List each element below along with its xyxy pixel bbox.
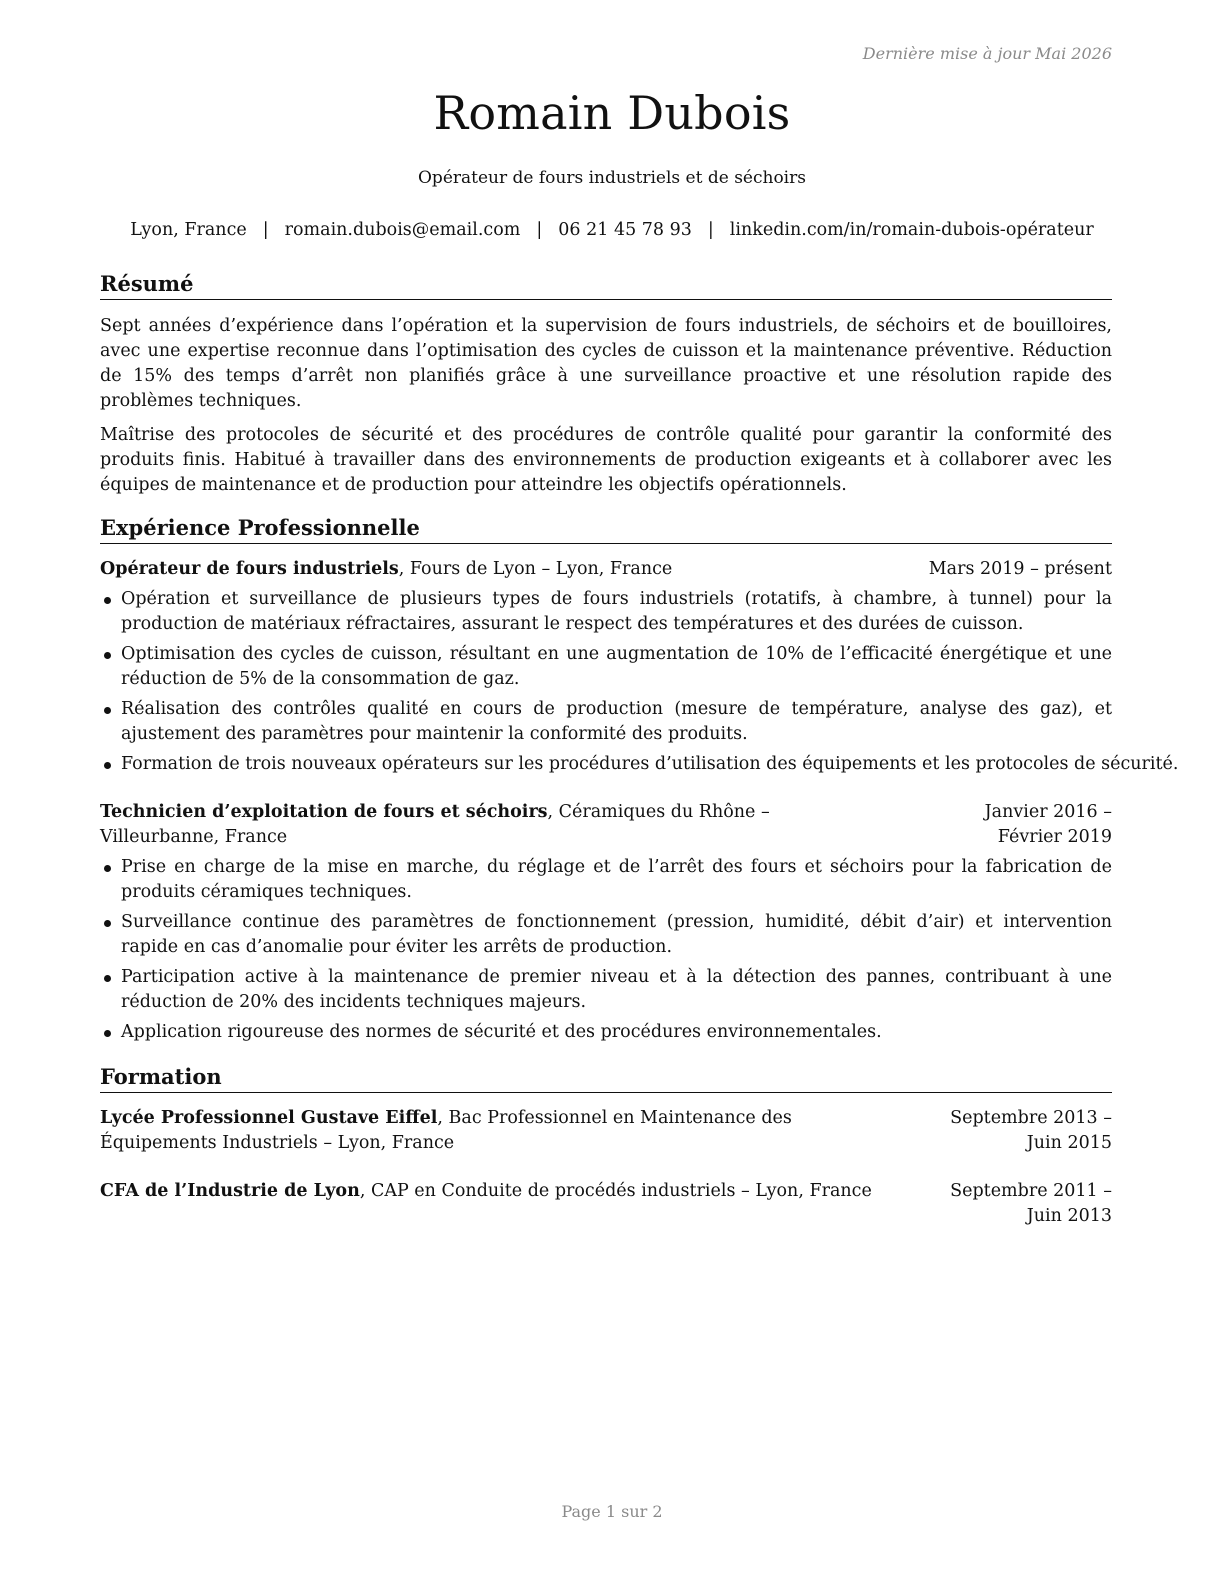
- job-title-line: [100, 557, 929, 582]
- experience-section: [100, 514, 1179, 1045]
- contact-separator: |: [707, 220, 714, 240]
- education-header: [100, 1179, 1112, 1229]
- contact-phone: 06 21 45 78 93: [558, 220, 692, 240]
- education-entry: [100, 1179, 1112, 1229]
- candidate-name: Romain Dubois: [433, 86, 791, 140]
- education-dates: Septembre 2013 – Juin 2015: [950, 1108, 1112, 1153]
- education-dates: Septembre 2011 – Juin 2013: [950, 1181, 1112, 1226]
- education-school: Lycée Professionnel Gustave Eiffel: [100, 1108, 438, 1128]
- contact-linkedin[interactable]: linkedin.com/in/romain-dubois-opérateur: [729, 220, 1094, 240]
- job-dates: Janvier 2016 – Février 2019: [984, 802, 1112, 847]
- job-bullet-list: [100, 587, 1179, 777]
- section-heading-summary: Résumé: [100, 270, 1112, 300]
- section-heading-experience: Expérience Professionnelle: [100, 514, 1112, 544]
- job-bullet: Participation active à la maintenance de premier niveau et à la détection des pannes, contribuant à une réduction de 20% des incidents techniques majeurs.: [100, 965, 1112, 1015]
- education-title-line: [100, 1106, 880, 1156]
- job-bullet: Formation de trois nouveaux opérateurs sur les procédures d’utilisation des équipements et les protocoles de sécurité.: [100, 752, 1112, 777]
- job-bullet: Optimisation des cycles de cuisson, résultant en une augmentation de 10% de l’efficacité énergétique et une réduction de 5% de la consommation de gaz.: [100, 642, 1112, 692]
- job-bullet: Application rigoureuse des normes de sécurité et des procédures environnementales.: [100, 1020, 1112, 1045]
- contact-separator: |: [536, 220, 543, 240]
- contact-separator: |: [262, 220, 269, 240]
- job-dates: Mars 2019 – présent: [928, 559, 1112, 579]
- summary-paragraph: Sept années d’expérience dans l’opération et la supervision de fours industriels, de séchoirs et de bouilloires, avec une expertise reconnue dans l’optimisation des cycles de cuisson et la maintenance préventive. Réduction de 15% des temps d’arrêt non planifiés grâce à une surveillance proactive et une résolution rapide des problèmes techniques.: [100, 316, 1112, 411]
- job-header: [100, 800, 1112, 850]
- job-role: Opérateur de fours industriels: [100, 559, 399, 579]
- contact-location: Lyon, France: [130, 220, 247, 240]
- last-updated: Dernière mise à jour Mai 2026: [862, 44, 1112, 63]
- job-role: Technicien d’exploitation de fours et séchoirs: [100, 802, 548, 822]
- job-bullet: Réalisation des contrôles qualité en cours de production (mesure de température, analyse des gaz), et ajustement des paramètres pour maintenir la conformité des produits.: [100, 697, 1112, 747]
- page-number: Page 1 sur 2: [561, 1502, 663, 1521]
- job-bullet-list: [100, 855, 1112, 1045]
- job-title-line: [100, 800, 880, 850]
- job-bullet: Surveillance continue des paramètres de fonctionnement (pression, humidité, débit d’air) et intervention rapide en cas d’anomalie pour éviter les arrêts de production.: [100, 910, 1112, 960]
- contact-line: [0, 220, 1224, 240]
- job-entry: [100, 557, 1179, 777]
- job-company: , Fours de Lyon – Lyon, France: [398, 559, 673, 579]
- job-header: [100, 557, 1112, 582]
- job-bullet: Opération et surveillance de plusieurs types de fours industriels (rotatifs, à chambre, à tunnel) pour la production de matériaux réfractaires, assurant le respect des températures et des durées de cuisson.: [100, 587, 1112, 637]
- education-entry: [100, 1106, 1112, 1156]
- resume-content: [100, 270, 1179, 1229]
- education-title-line: [100, 1179, 880, 1204]
- candidate-title: Opérateur de fours industriels et de séchoirs: [418, 168, 806, 188]
- job-entry: [100, 800, 1112, 1045]
- education-degree: , Bac Professionnel en Maintenance des Équipements Industriels – Lyon, France: [100, 1108, 792, 1153]
- job-company: , Céramiques du Rhône – Villeurbanne, France: [100, 802, 770, 847]
- education-header: [100, 1106, 1112, 1156]
- summary-paragraph: Maîtrise des protocoles de sécurité et des procédures de contrôle qualité pour garantir la conformité des produits finis. Habitué à travailler dans des environnements de production exigeants et à collaborer avec les équipes de maintenance et de production pour atteindre les objectifs opérationnels.: [100, 425, 1112, 495]
- summary-section: [100, 270, 1112, 498]
- contact-email[interactable]: romain.dubois@email.com: [284, 220, 521, 240]
- job-bullet: Prise en charge de la mise en marche, du réglage et de l’arrêt des fours et séchoirs pour la fabrication de produits céramiques techniques.: [100, 855, 1112, 905]
- education-degree: , CAP en Conduite de procédés industriels – Lyon, France: [359, 1181, 872, 1201]
- section-heading-education: Formation: [100, 1063, 1112, 1093]
- education-school: CFA de l’Industrie de Lyon: [100, 1181, 360, 1201]
- education-section: [100, 1063, 1112, 1229]
